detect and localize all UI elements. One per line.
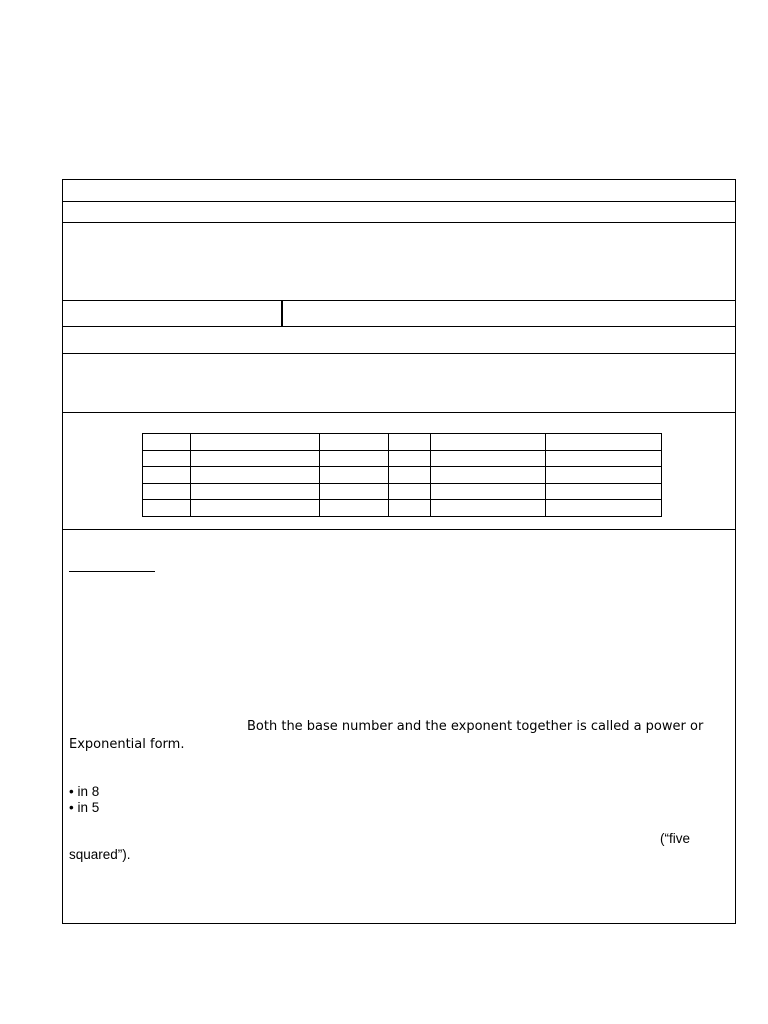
inner-table-cell — [143, 450, 191, 467]
inner-table-cell — [431, 483, 546, 500]
inner-table-cell — [320, 467, 389, 484]
worksheet-frame — [62, 179, 736, 924]
inner-table-cell — [389, 467, 431, 484]
inner-table-cell — [389, 483, 431, 500]
inner-table-cell — [191, 500, 320, 517]
inner-table — [142, 433, 662, 517]
inner-table-cell — [431, 434, 546, 451]
row-divider — [62, 222, 736, 223]
inner-table-cell — [191, 467, 320, 484]
row-divider — [62, 300, 736, 301]
bullet-item: • in 8 — [69, 784, 100, 799]
bullet-item: • in 5 — [69, 800, 100, 815]
inner-table-cell — [191, 450, 320, 467]
cell-divider — [281, 300, 283, 327]
inner-table-cell — [320, 483, 389, 500]
squared-text-line-1: (“five — [660, 831, 690, 846]
row-divider — [62, 529, 736, 530]
inner-table-row — [143, 483, 662, 500]
row-divider — [62, 201, 736, 202]
inner-table-cell — [546, 450, 662, 467]
inner-table-row — [143, 467, 662, 484]
inner-table-cell — [143, 500, 191, 517]
inner-table-cell — [546, 467, 662, 484]
inner-table-row — [143, 500, 662, 517]
power-text-line-1: Both the base number and the exponent together is called a power or — [247, 719, 704, 734]
inner-table-cell — [431, 450, 546, 467]
inner-table-cell — [389, 450, 431, 467]
power-text-line-2: Exponential form. — [69, 737, 185, 752]
inner-table-cell — [143, 434, 191, 451]
inner-table-row — [143, 434, 662, 451]
inner-table-cell — [143, 483, 191, 500]
inner-table-cell — [389, 434, 431, 451]
inner-table-cell — [389, 500, 431, 517]
inner-table-cell — [546, 434, 662, 451]
inner-table-cell — [546, 500, 662, 517]
inner-table-cell — [320, 500, 389, 517]
row-divider — [62, 353, 736, 354]
heading-underline — [69, 571, 155, 572]
inner-table-cell — [431, 467, 546, 484]
squared-text-line-2: squared”). — [69, 847, 131, 862]
row-divider — [62, 412, 736, 413]
inner-table-cell — [191, 434, 320, 451]
row-divider — [62, 326, 736, 327]
inner-table-cell — [320, 434, 389, 451]
inner-table-cell — [546, 483, 662, 500]
inner-table-row — [143, 450, 662, 467]
inner-table-cell — [191, 483, 320, 500]
inner-table-cell — [320, 450, 389, 467]
inner-table-cell — [431, 500, 546, 517]
inner-table-cell — [143, 467, 191, 484]
